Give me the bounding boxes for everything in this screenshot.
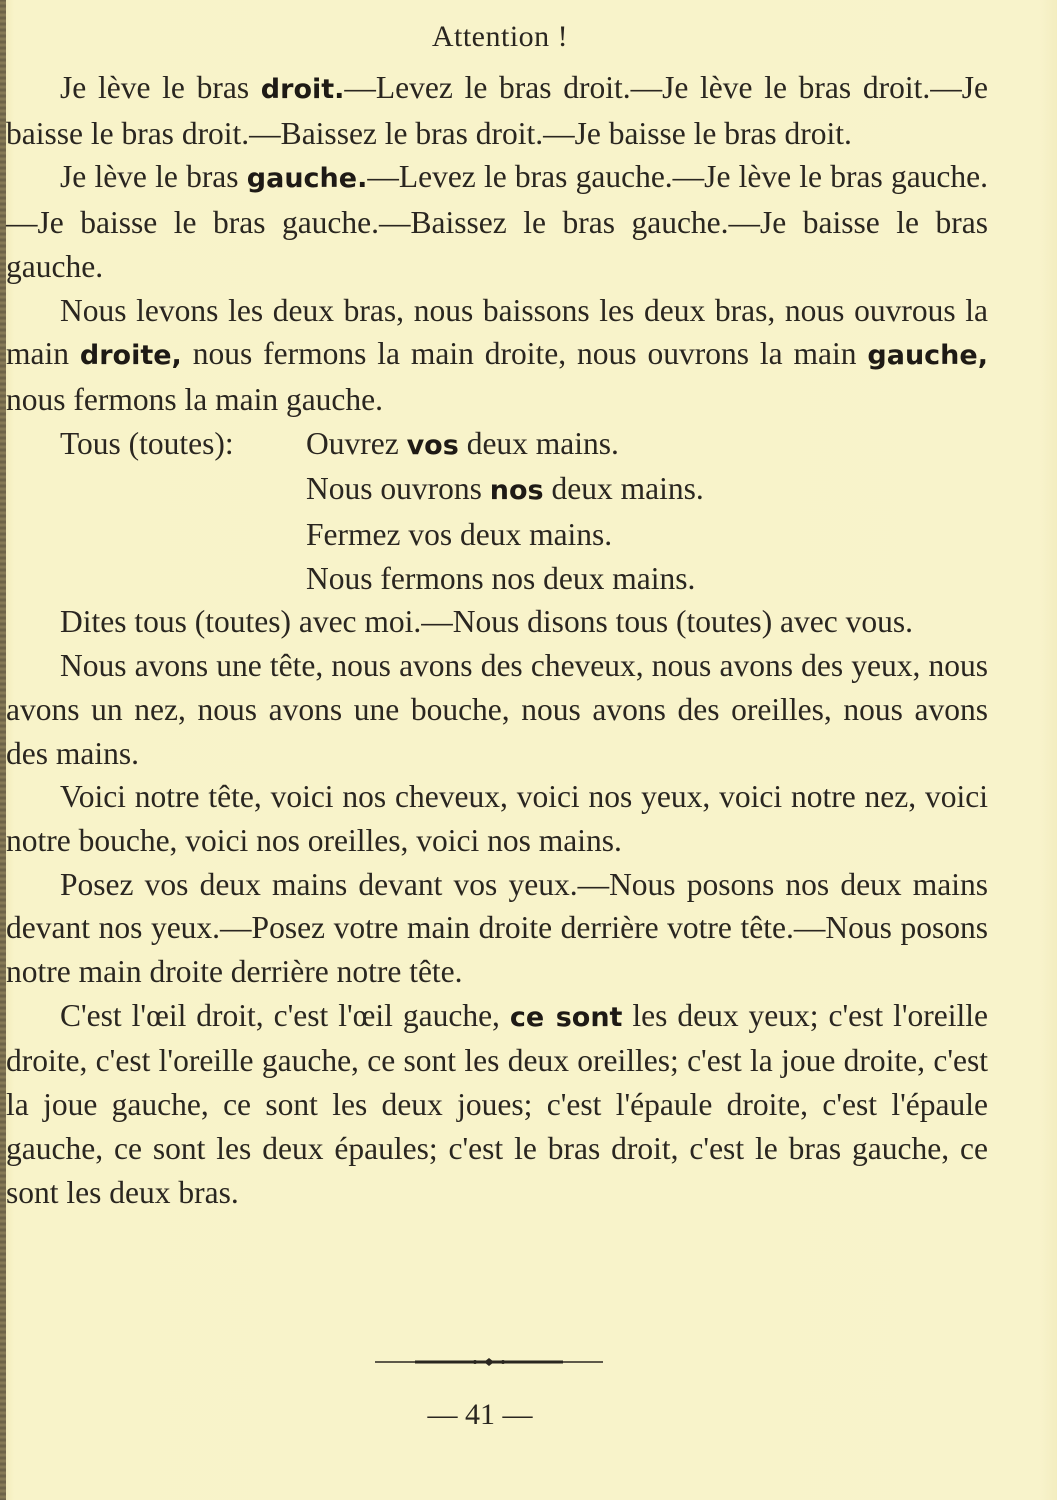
- text-run: nous fermons la main gauche.: [6, 381, 384, 417]
- text-run: Nous ouvrons: [306, 471, 490, 507]
- ornament-rule: [375, 1358, 603, 1366]
- emphasis-word: droit.: [260, 74, 345, 105]
- dialog-line: Fermez vos deux mains.: [306, 517, 613, 553]
- text-run: —Levez le bras droit.—Je lève le bras droit.—Je baisse le bras droit.—Baissez le bras droit.—Je baisse le bras droit.: [6, 70, 988, 151]
- text-run: Ouvrez: [306, 425, 407, 461]
- page-number: — 41 —: [427, 1398, 533, 1431]
- dialog-block: [6, 422, 988, 601]
- paragraph-nous-avons: Nous avons une tête, nous avons des cheveux, nous avons des yeux, nous avons un nez, nous avons une bouche, nous avons des oreilles, nous avons des mains.: [6, 648, 988, 771]
- text-run: Nous levons les deux bras, nous baissons les deux bras, nous ouvrous la main: [6, 292, 988, 372]
- paragraph-dites: Dites tous (toutes) avec moi.—Nous disons tous (toutes) avec vous.: [60, 604, 914, 640]
- dialog-line: [306, 467, 988, 513]
- emphasis-word: droite,: [79, 340, 182, 372]
- page-body: [6, 66, 988, 1214]
- text-run: les deux yeux; c'est l'oreille droite, c'est l'oreille gauche, ce sont les deux oreilles; c'est la joue droite, c'est la joue gauche, ce sont les deux joues; c'est l'épaule droite, c'est l'épaule gauche, ce sont les deux épaules; c'est le bras droit, c'est le bras gauche, ce sont les deux bras.: [6, 997, 988, 1210]
- paragraph-bras-droit: [6, 66, 988, 155]
- emphasis-word: vos: [406, 429, 459, 461]
- paragraph-voici: Voici notre tête, voici nos cheveux, voici nos yeux, voici notre nez, voici notre bouche, voici nos oreilles, voici nos mains.: [6, 779, 988, 858]
- emphasis-word: gauche,: [867, 340, 988, 372]
- dialog-lead: Tous (toutes):: [60, 425, 234, 461]
- paragraph-bras-gauche: [6, 155, 988, 288]
- dialog-line: [306, 422, 988, 468]
- page-header: Attention !: [431, 20, 569, 53]
- text-run: Je lève le bras: [60, 159, 247, 195]
- dialog-line: Nous fermons nos deux mains.: [306, 560, 696, 596]
- emphasis-word: nos: [489, 475, 544, 507]
- paragraph-posez: Posez vos deux mains devant vos yeux.—Nous posons nos deux mains devant nos yeux.—Posez votre main droite derrière votre tête.—Nous posons notre main droite derrière notre tête.: [6, 866, 988, 990]
- emphasis-word: ce sont: [509, 1001, 623, 1033]
- paragraph-mains: [6, 289, 988, 422]
- dialog-lines: [306, 422, 988, 601]
- paragraph-c-est: [6, 994, 988, 1215]
- text-run: —Levez le bras gauche.—Je lève le bras gauche.—Je baisse le bras gauche.—Baissez le bras gauche.—Je baisse le bras gauche.: [6, 159, 989, 284]
- text-run: deux mains.: [543, 471, 704, 507]
- text-run: deux mains.: [458, 425, 619, 461]
- text-run: nous fermons la main droite, nous ouvrons la main: [181, 336, 868, 372]
- emphasis-word: gauche.: [246, 163, 368, 195]
- text-run: Je lève le bras: [60, 70, 261, 105]
- text-run: C'est l'œil droit, c'est l'œil gauche,: [60, 997, 510, 1033]
